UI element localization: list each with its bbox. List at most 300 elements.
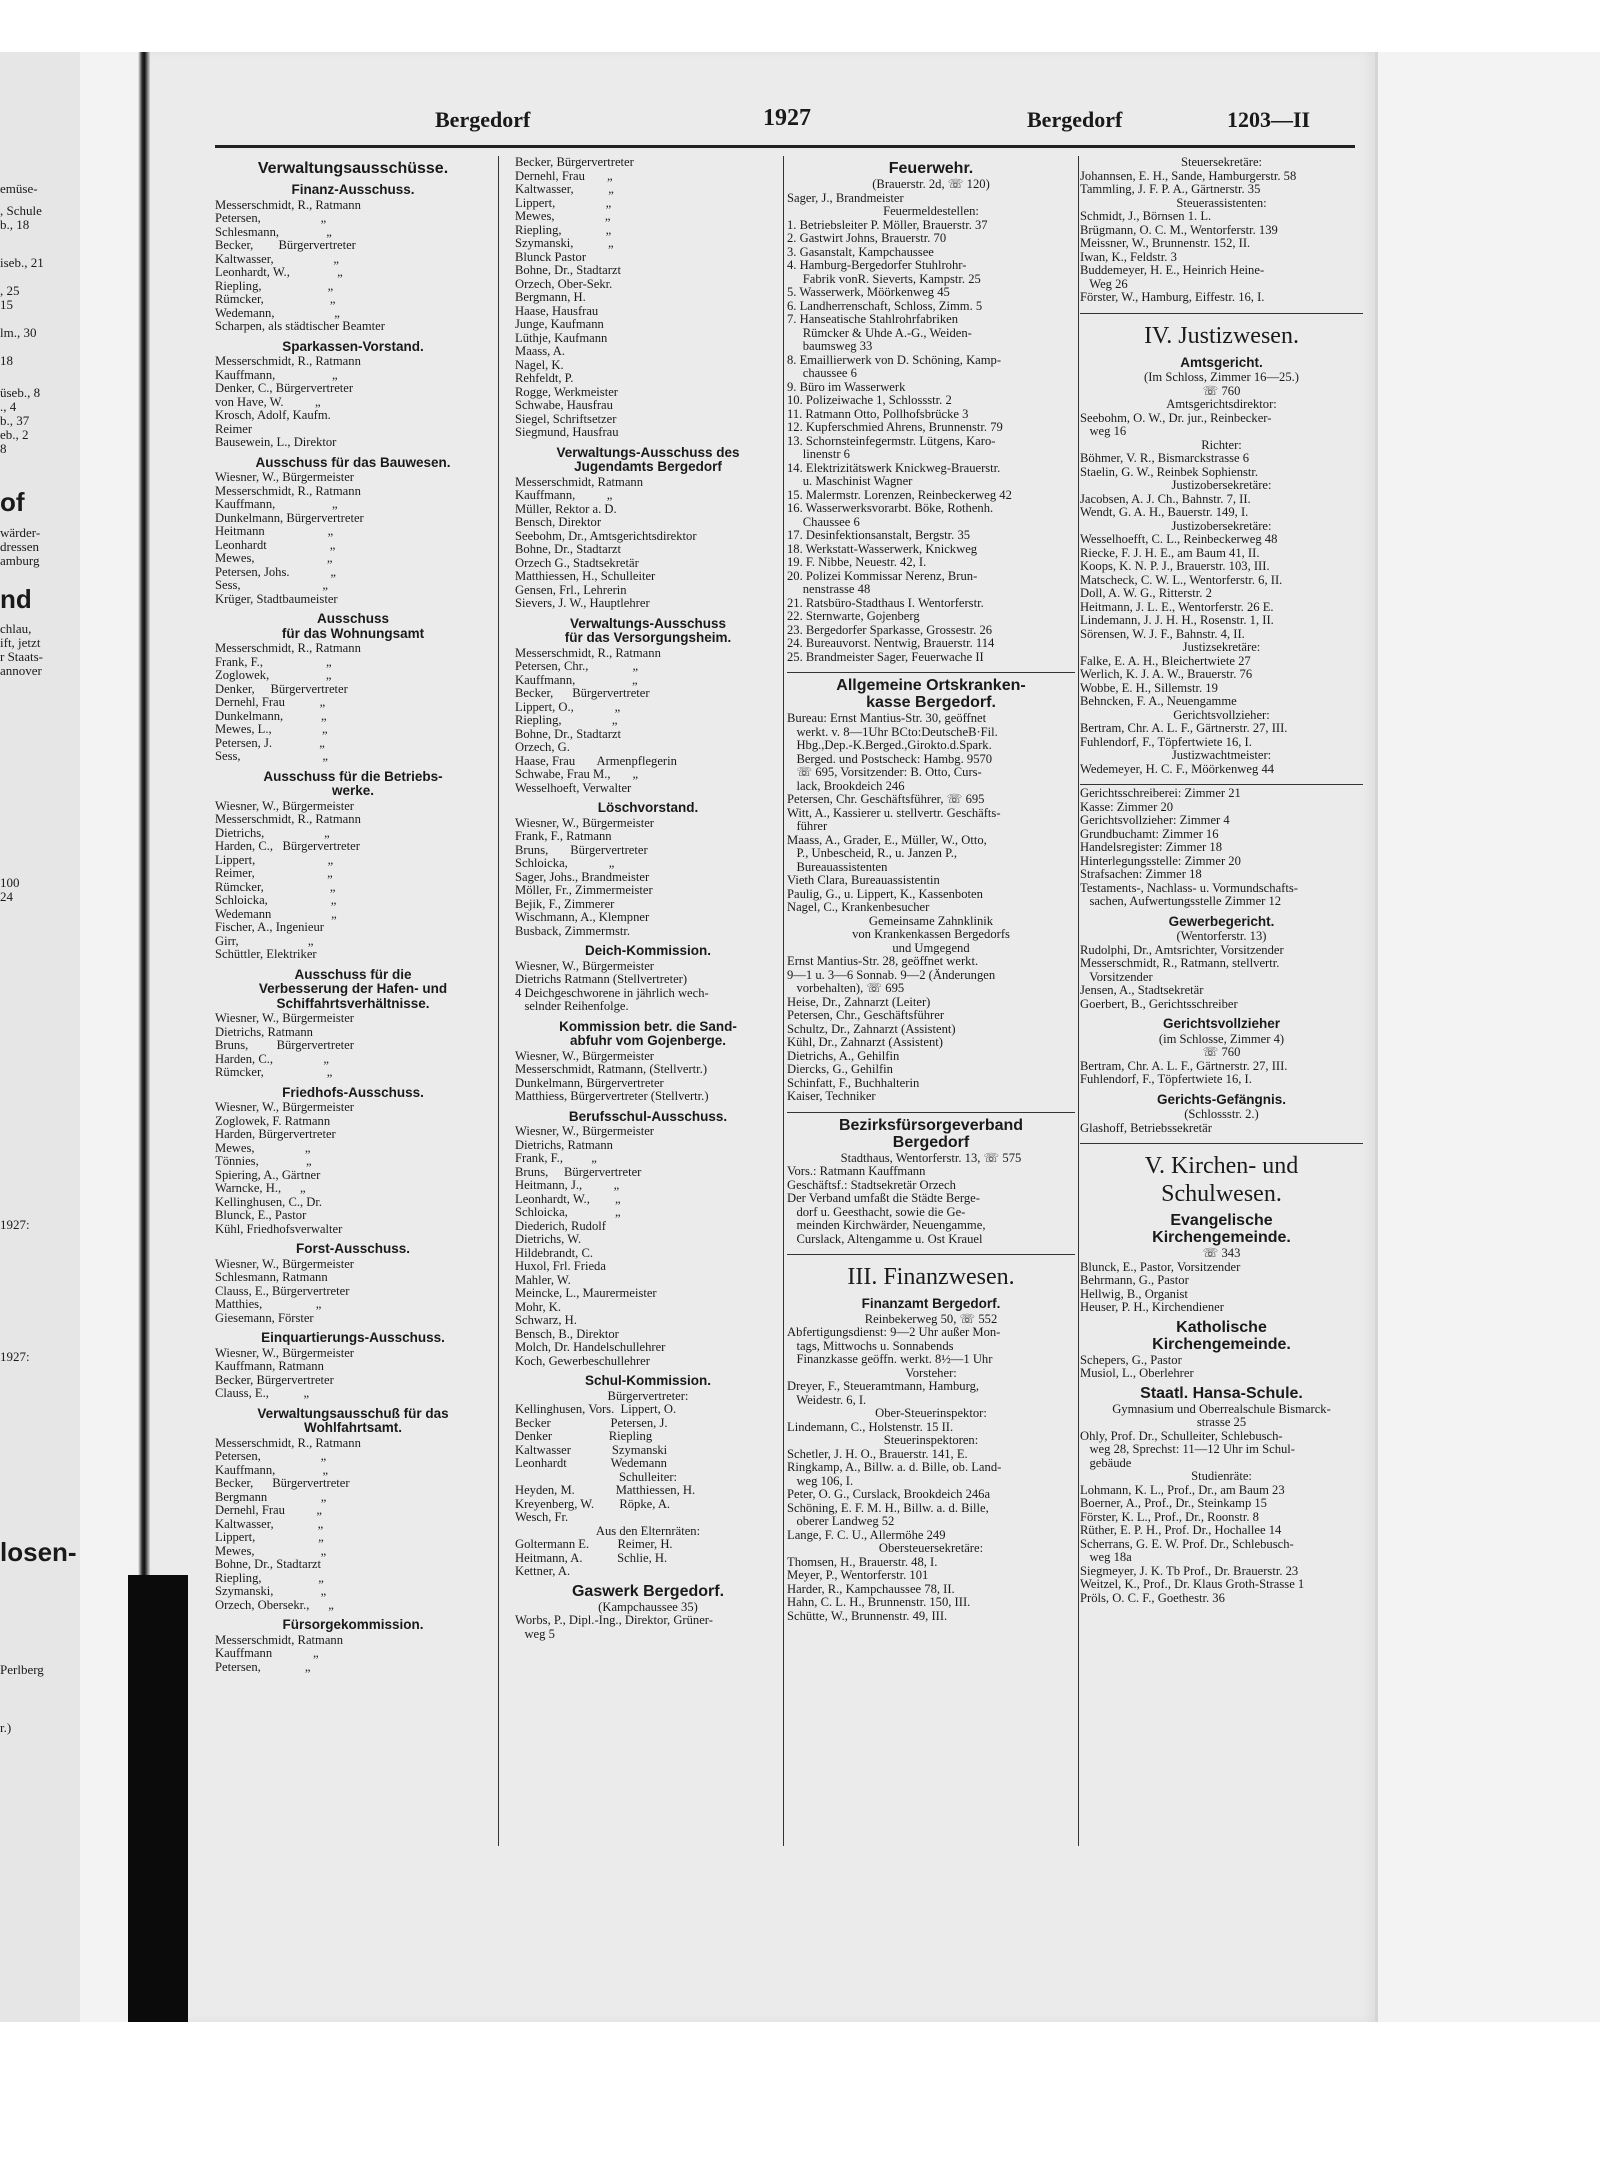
directory-entry: Bejik, F., Zimmerer xyxy=(515,896,615,911)
directory-entry: Maass, A., Grader, E., Müller, W., Otto, xyxy=(787,832,987,847)
directory-entry: Matscheck, C. W. L., Wentorferstr. 6, II. xyxy=(1080,572,1283,587)
column-3 xyxy=(787,156,1075,1623)
directory-entry: nenstrasse 48 xyxy=(787,582,871,596)
directory-entry: Peter, O. G., Curslack, Brookdeich 246a xyxy=(787,1487,991,1501)
facing-page-fragment: dressen xyxy=(0,539,39,554)
directory-entry: werkt. v. 8—1Uhr BCto:DeutscheB·Fil. xyxy=(787,724,998,739)
directory-entry: Mahler, W. xyxy=(515,1272,571,1287)
directory-entry: 9. Büro im Wasserwerk xyxy=(787,379,906,394)
directory-entry: Dunkelmann, „ xyxy=(215,708,327,723)
directory-entry: Handelsregister: Zimmer 18 xyxy=(1080,840,1222,854)
subheading: Studienräte: xyxy=(1191,1469,1252,1483)
directory-entry: Wedemann, „ xyxy=(215,305,340,320)
directory-entry: Mewes, „ xyxy=(215,1140,311,1155)
directory-entry: Koops, K. N. P. J., Brauerstr. 103, III. xyxy=(1080,559,1270,573)
directory-entry: Frank, F., „ xyxy=(515,1151,597,1165)
directory-entry: 1. Betriebsleiter P. Möller, Brauerstr. 37 xyxy=(787,217,988,232)
directory-entry: Kauffmann, Ratmann xyxy=(215,1359,324,1373)
subheading: (Wentorferstr. 13) xyxy=(1176,929,1267,943)
directory-entry: Nagel, K. xyxy=(515,357,564,372)
directory-entry: Petersen, Johs. „ xyxy=(215,564,337,579)
directory-entry: Sager, Johs., Brandmeister xyxy=(515,869,650,884)
directory-entry: Blunck, E., Pastor, Vorsitzender xyxy=(1080,1259,1241,1274)
subheading: Steuerassistenten: xyxy=(1176,195,1267,210)
directory-entry: Tammling, J. F. P. A., Gärtnerstr. 35 xyxy=(1080,182,1261,196)
directory-entry: Frank, F., „ xyxy=(215,654,332,669)
section-heading: Finanzamt Bergedorf. xyxy=(861,1296,1001,1311)
header-rule xyxy=(215,145,1355,148)
directory-entry: Siegel, Schriftsetzer xyxy=(515,411,617,426)
directory-entry: Mewes, „ xyxy=(215,1543,327,1558)
directory-entry: Warncke, H., „ xyxy=(215,1181,306,1195)
directory-entry: Dietrichs, Ratmann xyxy=(515,1137,613,1152)
directory-entry: Lange, F. C. U., Allermöhe 249 xyxy=(787,1527,946,1542)
directory-entry: Testaments-, Nachlass- u. Vormundschafts- xyxy=(1080,880,1298,895)
directory-entry: Schwabe, Frau M., „ xyxy=(515,767,639,781)
directory-entry: Berged. und Postscheck: Hambg. 9570 xyxy=(787,751,993,766)
directory-entry: Kauffmann, „ xyxy=(515,672,638,687)
directory-entry: Diederich, Rudolf xyxy=(515,1218,606,1233)
directory-entry: Lippert, „ xyxy=(215,1530,324,1544)
directory-entry: Dietrichs, W. xyxy=(515,1232,582,1246)
section-heading: Feuerwehr. xyxy=(888,160,974,177)
directory-entry: dorf u. Geesthacht, sowie die Ge- xyxy=(787,1204,966,1219)
directory-entry: Koch, Gewerbeschullehrer xyxy=(515,1353,650,1368)
directory-entry: Heitmann, J. L. E., Wentorferstr. 26 E. xyxy=(1080,599,1274,614)
directory-entry: Grundbuchamt: Zimmer 16 xyxy=(1080,826,1219,841)
facing-page-fragment: losen- xyxy=(0,1537,77,1567)
directory-entry: Weitzel, K., Prof., Dr. Klaus Groth-Strasse 1 xyxy=(1080,1577,1305,1591)
directory-entry: Tönnies, „ xyxy=(215,1154,312,1168)
directory-entry: Behrmann, G., Pastor xyxy=(1080,1273,1189,1287)
directory-entry: gebäude xyxy=(1080,1455,1132,1470)
subheading: Justizsekretäre: xyxy=(1182,640,1261,654)
directory-entry: Heyden, M. Matthiessen, H. xyxy=(515,1483,696,1497)
directory-entry: Seebohm, Dr., Amtsgerichtsdirektor xyxy=(515,528,697,543)
directory-entry: 21. Ratsbüro-Stadthaus I. Wentorferstr. xyxy=(787,595,984,610)
facing-page-fragment: of xyxy=(0,487,25,517)
page-header xyxy=(215,105,1350,145)
directory-entry: 23. Bergedorfer Sparkasse, Grossestr. 26 xyxy=(787,622,993,637)
section-rule xyxy=(1080,1143,1363,1144)
directory-entry: Petersen, „ xyxy=(215,1659,311,1674)
directory-entry: 13. Schornsteinfegermstr. Lütgens, Karo- xyxy=(787,433,996,448)
directory-entry: Messerschmidt, R., Ratmann xyxy=(515,645,661,660)
facing-page-fragment: lm., 30 xyxy=(0,325,37,340)
directory-entry: Petersen, „ xyxy=(215,211,327,225)
directory-entry: Schlesmann, „ xyxy=(215,224,332,239)
directory-entry: Haase, Hausfrau xyxy=(515,303,599,318)
subheading: Richter: xyxy=(1201,437,1242,452)
directory-entry: Doll, A. W. G., Ritterstr. 2 xyxy=(1080,586,1212,600)
directory-entry: Petersen, Chr., „ xyxy=(515,659,639,673)
directory-entry: Rüther, E. P. H., Prof. Dr., Hochallee 14 xyxy=(1080,1523,1282,1537)
header-page-number: 1203—II xyxy=(1227,107,1311,132)
column-4 xyxy=(1080,156,1363,1605)
directory-entry: Rümcker, „ xyxy=(215,879,336,894)
directory-entry: 18. Werkstatt-Wasserwerk, Knickweg xyxy=(787,541,978,556)
directory-entry: Dunkelmann, Bürgervertreter xyxy=(215,510,364,525)
directory-entry: 4 Deichgeschworene in jährlich wech- xyxy=(515,985,709,1000)
directory-entry: Hinterlegungsstelle: Zimmer 20 xyxy=(1080,853,1241,868)
directory-entry: Leonhardt „ xyxy=(215,537,336,552)
directory-entry: Ringkamp, A., Billw. a. d. Bille, ob. Land- xyxy=(787,1460,1002,1474)
directory-entry: Wiesner, W., Bürgermeister xyxy=(215,1011,355,1025)
directory-entry: Kaltwasser, „ xyxy=(215,1516,324,1531)
directory-entry: Harden, C., Bürgervertreter xyxy=(215,839,360,853)
directory-entry: weg 5 xyxy=(515,1626,555,1641)
directory-entry: Strafsachen: Zimmer 18 xyxy=(1080,867,1202,881)
directory-entry: Chaussee 6 xyxy=(787,514,860,529)
directory-entry: Gerichtsschreiberei: Zimmer 21 xyxy=(1080,786,1241,800)
directory-entry: Dietrichs Ratmann (Stellvertreter) xyxy=(515,972,688,986)
subheading: Steuerinspektoren: xyxy=(883,1433,979,1447)
directory-entry: Sievers, J. W., Hauptlehrer xyxy=(515,596,650,610)
subheading: Amtsgerichtsdirektor: xyxy=(1166,397,1277,411)
directory-entry: Fuhlendorf, F., Töpfertwiete 16, I. xyxy=(1080,734,1252,749)
directory-entry: Wiesner, W., Bürgermeister xyxy=(515,958,655,973)
subheading: (Schlossstr. 2.) xyxy=(1184,1107,1259,1121)
directory-entry: Kaltwasser Szymanski xyxy=(515,1442,668,1457)
directory-entry: Fuhlendorf, F., Töpfertwiete 16, I. xyxy=(1080,1072,1252,1086)
binding-shadow xyxy=(128,1575,188,2022)
directory-entry: Becker, Bürgervertreter xyxy=(215,1372,334,1387)
directory-entry: Denker, C., Bürgervertreter xyxy=(215,381,354,395)
subheading: Vorsteher: xyxy=(905,1365,957,1380)
directory-entry: Goltermann E. Reimer, H. xyxy=(515,1537,673,1551)
directory-entry: Jensen, A., Stadtsekretär xyxy=(1080,983,1204,997)
directory-entry: Schwarz, H. xyxy=(515,1313,577,1327)
directory-entry: Matthies, „ xyxy=(215,1297,322,1311)
directory-entry: Heuser, P. H., Kirchendiener xyxy=(1080,1300,1224,1314)
directory-entry: Böhmer, V. R., Bismarckstrasse 6 xyxy=(1080,451,1250,465)
section-heading: Gewerbegericht. xyxy=(1168,913,1275,929)
directory-entry: Gensen, Frl., Lehrerin xyxy=(515,582,627,597)
directory-entry: Blunck Pastor xyxy=(515,249,587,264)
directory-entry: Siegmeyer, J. K. Tb Prof., Dr. Brauerstr. 23 xyxy=(1080,1563,1299,1578)
directory-entry: Meissner, W., Brunnenstr. 152, II. xyxy=(1080,236,1251,250)
facing-page-fragment: 24 xyxy=(0,889,13,904)
directory-entry: Lohmann, K. L., Prof., Dr., am Baum 23 xyxy=(1080,1482,1285,1497)
directory-entry: 25. Brandmeister Sager, Feuerwache II xyxy=(787,649,984,664)
directory-entry: Rümcker, „ xyxy=(215,1065,333,1079)
directory-entry: Wiesner, W., Bürgermeister xyxy=(515,815,655,830)
directory-entry: 19. F. Nibbe, Neuestr. 42, I. xyxy=(787,555,927,569)
column-1 xyxy=(215,156,491,1674)
directory-entry: Wesselhoefft, C. L., Reinbeckerweg 48 xyxy=(1080,532,1278,546)
directory-entry: 20. Polizei Kommissar Nerenz, Brun- xyxy=(787,568,978,583)
directory-entry: Iwan, K., Feldstr. 3 xyxy=(1080,249,1177,264)
directory-entry: Denker, Bürgervertreter xyxy=(215,681,348,696)
directory-entry: Messerschmidt, Ratmann xyxy=(515,474,644,489)
section-rule xyxy=(787,672,1075,673)
header-left-title: Bergedorf xyxy=(435,107,531,132)
directory-entry: Dietrichs, A., Gehilfin xyxy=(787,1048,900,1063)
directory-entry: Dunkelmann, Bürgervertreter xyxy=(515,1075,664,1090)
directory-entry: linenstr 6 xyxy=(787,447,850,461)
directory-entry: meinden Kirchwärder, Neuengamme, xyxy=(787,1218,986,1232)
section-heading: Sparkassen-Vorstand. xyxy=(282,338,424,354)
subheading: (Im Schloss, Zimmer 16—25.) ☏ 760 xyxy=(1144,370,1299,398)
directory-entry: Hahn, C. L. H., Brunnenstr. 150, III. xyxy=(787,1595,971,1609)
header-right-title: Bergedorf xyxy=(1027,107,1123,132)
section-heading: Bezirksfürsorgeverband Bergedorf xyxy=(838,1116,1024,1151)
directory-entry: Bureauassistenten xyxy=(787,859,888,874)
directory-entry: Denker Riepling xyxy=(515,1429,653,1443)
subheading: Ober-Steuerinspektor: xyxy=(875,1406,987,1420)
directory-entry: Wiesner, W., Bürgermeister xyxy=(515,1124,655,1138)
directory-entry: Kreyenberg, W. Röpke, A. xyxy=(515,1496,671,1511)
facing-page-fragment: wärder- xyxy=(0,525,41,540)
section-heading: Allgemeine Ortskranken- kasse Bergedorf. xyxy=(836,677,1026,711)
directory-entry: Orzech, Obersekr., „ xyxy=(215,1597,334,1612)
directory-entry: von Have, W. „ xyxy=(215,394,321,409)
directory-entry: vorbehalten), ☏ 695 xyxy=(787,981,905,995)
section-heading: Gaswerk Bergedorf. xyxy=(571,1582,725,1600)
facing-page-fragment: r.) xyxy=(0,1720,12,1735)
directory-entry: Haase, Frau Armenpflegerin xyxy=(515,753,677,768)
section-heading: V. Kirchen- und Schulwesen. xyxy=(1144,1153,1299,1207)
facing-page-fragment: Perlberg xyxy=(0,1662,44,1677)
directory-entry: Heitmann „ xyxy=(215,524,334,538)
directory-entry: Clauss, E., „ xyxy=(215,1386,310,1400)
directory-entry: Bergmann, H. xyxy=(515,290,586,304)
directory-entry: Förster, W., Hamburg, Eiffestr. 16, I. xyxy=(1080,290,1265,304)
section-heading: Verwaltungsausschüsse. xyxy=(257,160,449,177)
directory-entry: Szymanski, „ xyxy=(215,1584,327,1598)
directory-entry: Harder, R., Kampchaussee 78, II. xyxy=(787,1581,955,1596)
directory-entry: Bertram, Chr. A. L. F., Gärtnerstr. 27, III. xyxy=(1080,1058,1288,1073)
directory-entry: Petersen, J. „ xyxy=(215,735,325,750)
directory-entry: Harden, Bürgervertreter xyxy=(215,1127,336,1141)
directory-entry: Siegmund, Hausfrau xyxy=(515,425,619,439)
section-heading: Forst-Ausschuss. xyxy=(295,1241,411,1256)
directory-entry: 9—1 u. 3—6 Sonnab. 9—2 (Änderungen xyxy=(787,967,996,982)
directory-entry: Schüttler, Elektriker xyxy=(215,947,317,961)
directory-entry: Wiesner, W., Bürgermeister xyxy=(515,1048,655,1063)
directory-entry: Wiesner, W., Bürgermeister xyxy=(215,470,355,484)
directory-entry: Orzech G., Stadtsekretär xyxy=(515,555,639,570)
directory-entry: Schloicka, „ xyxy=(215,893,337,907)
directory-entry: Maass, A. xyxy=(515,344,566,358)
directory-entry: Sörensen, W. J. F., Bahnstr. 4, II. xyxy=(1080,626,1245,641)
directory-entry: Kauffmann, „ xyxy=(215,1462,329,1477)
directory-entry: Becker, Bürgervertreter xyxy=(215,238,356,252)
facing-page-fragment: emüse- xyxy=(0,181,38,196)
facing-page-fragment: b., 18 xyxy=(0,217,30,232)
directory-entry: Girr, „ xyxy=(215,933,314,948)
directory-entry: Meincke, L., Maurermeister xyxy=(515,1286,657,1300)
directory-entry: Gerichtsvollzieher: Zimmer 4 xyxy=(1080,813,1230,827)
directory-entry: Riepling, „ xyxy=(215,278,334,293)
directory-entry: Messerschmidt, R., Ratmann xyxy=(215,197,361,212)
directory-entry: Kühl, Dr., Zahnarzt (Assistent) xyxy=(787,1035,943,1049)
directory-entry: Rogge, Werkmeister xyxy=(515,384,618,399)
directory-entry: Fabrik vonR. Sieverts, Kampstr. 25 xyxy=(787,271,981,286)
directory-entry: Orzech, G. xyxy=(515,740,570,754)
directory-entry: Petersen, Chr. Geschäftsführer, ☏ 695 xyxy=(787,792,985,806)
header-year: 1927 xyxy=(763,105,811,131)
directory-entry: Weg 26 xyxy=(1080,276,1128,291)
directory-entry: Johannsen, E. H., Sande, Hamburgerstr. 58 xyxy=(1080,168,1297,183)
directory-entry: Dietrichs, „ xyxy=(215,825,330,840)
facing-page-fragment: üseb., 8 xyxy=(0,385,41,400)
subheading: Gymnasium und Oberrealschule Bismarck- strasse 25 xyxy=(1112,1401,1331,1429)
directory-entry: Krüger, Stadtbaumeister xyxy=(215,591,338,606)
directory-entry: führer xyxy=(787,819,828,833)
directory-entry: Ohly, Prof. Dr., Schulleiter, Schlebusch- xyxy=(1080,1428,1283,1443)
directory-entry: 4. Hamburg-Bergedorfer Stuhlrohr- xyxy=(787,258,967,272)
directory-entry: Petersen, „ xyxy=(215,1449,327,1463)
scan-top-margin xyxy=(0,0,1600,52)
directory-entry: Matthiessen, H., Schulleiter xyxy=(515,569,656,583)
directory-entry: Wischmann, A., Klempner xyxy=(515,910,650,924)
facing-page-fragment: b., 37 xyxy=(0,413,30,428)
subheading: Justizobersekretäre: xyxy=(1171,518,1272,533)
directory-entry: 3. Gasanstalt, Kampchaussee xyxy=(787,244,934,259)
section-heading: Löschvorstand. xyxy=(597,800,699,815)
directory-entry: Schetler, J. H. O., Brauerstr. 141, E. xyxy=(787,1446,968,1461)
directory-entry: Schloicka, „ xyxy=(515,1205,621,1219)
directory-entry: Messerschmidt, R., Ratmann xyxy=(215,1435,361,1450)
scan-bottom-margin xyxy=(0,2022,1600,2177)
subheading: Reinbekerweg 50, ☏ 552 xyxy=(864,1311,998,1326)
directory-entry: Bureau: Ernst Mantius-Str. 30, geöffnet xyxy=(787,711,987,725)
directory-entry: Wedemeyer, H. C. F., Möörkenweg 44 xyxy=(1080,761,1275,776)
directory-entry: Geschäftsf.: Stadtsekretär Orzech xyxy=(787,1177,956,1192)
directory-entry: 22. Sternwarte, Gojenberg xyxy=(787,609,920,623)
directory-entry: Schmidt, J., Börnsen 1. L. xyxy=(1080,209,1212,223)
section-heading: Einquartierungs-Ausschuss. xyxy=(261,1330,445,1345)
directory-entry: Schütte, W., Brunnenstr. 49, III. xyxy=(787,1608,948,1623)
directory-entry: Werlich, K. J. A. W., Brauerstr. 76 xyxy=(1080,667,1253,681)
directory-entry: Dernehl, Frau „ xyxy=(515,168,613,183)
directory-entry: Kaltwasser, „ xyxy=(515,182,614,196)
facing-page-fragment: 18 xyxy=(0,353,13,368)
directory-entry: Schwabe, Hausfrau xyxy=(515,398,613,412)
subheading: Aus den Elternräten: xyxy=(595,1523,701,1538)
directory-entry: Szymanski, „ xyxy=(515,236,614,250)
directory-entry: weg 106, I. xyxy=(787,1473,854,1488)
section-heading: Berufsschul-Ausschuss. xyxy=(568,1108,728,1124)
directory-entry: Bruns, Bürgervertreter xyxy=(515,1164,642,1179)
directory-entry: ☏ 695, Vorsitzender: B. Otto, Curs- xyxy=(787,765,982,779)
directory-entry: Möller, Fr., Zimmermeister xyxy=(515,883,653,897)
directory-entry: Kellinghusen, C., Dr. xyxy=(215,1194,323,1209)
directory-entry: Scharpen, als städtischer Beamter xyxy=(215,319,385,333)
directory-entry: Bohne, Dr., Stadtarzt xyxy=(215,1557,321,1571)
subheading: Stadthaus, Wentorferstr. 13, ☏ 575 xyxy=(840,1150,1022,1165)
section-heading: Gerichts-Gefängnis. xyxy=(1156,1091,1287,1107)
directory-entry: Ernst Mantius-Str. 28, geöffnet werkt. xyxy=(787,954,979,968)
directory-entry: 5. Wasserwerk, Möörkenweg 45 xyxy=(787,285,950,299)
directory-entry: Boerner, A., Prof., Dr., Steinkamp 15 xyxy=(1080,1496,1267,1510)
facing-page-fragment: chlau, xyxy=(0,621,32,636)
directory-entry: Musiol, L., Oberlehrer xyxy=(1080,1366,1194,1380)
directory-entry: Reimer xyxy=(215,421,253,436)
directory-entry: Wedemann „ xyxy=(215,906,337,921)
directory-entry: Dreyer, F., Steueramtmann, Hamburg, xyxy=(787,1379,980,1393)
directory-entry: Bausewein, L., Direktor xyxy=(215,435,337,449)
directory-entry: Messerschmidt, Ratmann xyxy=(215,1632,344,1647)
directory-entry: Kaltwasser, „ xyxy=(215,251,340,266)
subheading: Obersteuersekretäre: xyxy=(878,1541,984,1555)
directory-entry: Heise, Dr., Zahnarzt (Leiter) xyxy=(787,994,931,1009)
directory-entry: Bohne, Dr., Stadtarzt xyxy=(515,263,621,277)
directory-entry: Lippert, O., „ xyxy=(515,699,621,714)
directory-entry: Riepling, „ xyxy=(215,1570,324,1585)
directory-entry: Kauffmann, „ xyxy=(215,497,338,511)
directory-entry: Pröls, O. C. F., Goethestr. 36 xyxy=(1080,1590,1225,1605)
directory-entry: chaussee 6 xyxy=(787,366,857,380)
directory-entry: Zoglowek, „ xyxy=(215,668,332,682)
section-heading: Staatl. Hansa-Schule. xyxy=(1140,1384,1303,1402)
section-heading: Evangelische Kirchengemeinde. xyxy=(1152,1212,1291,1246)
directory-entry: Lüthje, Kaufmann xyxy=(515,330,608,345)
directory-entry: Schloicka, „ xyxy=(515,856,615,870)
directory-entry: Bensch, B., Direktor xyxy=(515,1326,619,1341)
section-heading: Finanz-Ausschuss. xyxy=(291,182,415,197)
directory-entry: Vieth Clara, Bureauassistentin xyxy=(787,873,940,887)
adjacent-page-strip xyxy=(0,52,80,2022)
directory-entry: Jacobsen, A. J. Ch., Bahnstr. 7, II. xyxy=(1080,491,1251,506)
directory-entry: Wiesner, W., Bürgermeister xyxy=(215,1100,355,1114)
facing-page-fragment: 1927: xyxy=(0,1217,30,1232)
facing-page-fragment: amburg xyxy=(0,553,40,568)
subheading: Justizobersekretäre: xyxy=(1171,478,1272,492)
directory-entry: Bohne, Dr., Stadtarzt xyxy=(515,726,621,741)
section-rule xyxy=(787,1254,1075,1255)
directory-entry: Rehfeldt, P. xyxy=(515,371,574,385)
directory-entry: Wiesner, W., Bürgermeister xyxy=(215,798,355,813)
section-heading: Friedhofs-Ausschuss. xyxy=(282,1084,424,1100)
directory-entry: weg 28, Sprechst: 11—12 Uhr im Schul- xyxy=(1080,1442,1296,1456)
directory-entry: lack, Brookdeich 246 xyxy=(787,778,905,793)
directory-entry: 14. Elektrizitätswerk Knickweg-Brauerstr. xyxy=(787,460,1001,475)
facing-page-fragment: 100 xyxy=(0,875,20,890)
directory-entry: Sager, J., Brandmeister xyxy=(787,190,904,205)
directory-entry: Schinfatt, F., Buchhalterin xyxy=(787,1075,920,1090)
directory-entry: Riecke, F. J. H. E., am Baum 41, II. xyxy=(1080,545,1260,560)
subheading: Gemeinsame Zahnklinik von Krankenkassen Bergedorfs und Umgegend xyxy=(852,913,1010,955)
directory-entry: 8. Emaillierwerk von D. Schöning, Kamp- xyxy=(787,352,1002,367)
subheading: ☏ 343 xyxy=(1202,1246,1241,1260)
directory-entry: Messerschmidt, R., Ratmann xyxy=(215,641,361,655)
directory-entry: Riepling, „ xyxy=(515,222,612,237)
directory-entry: Bruns, Bürgervertreter xyxy=(215,1038,354,1052)
column-divider xyxy=(1078,156,1079,1846)
directory-entry: sachen, Aufwertungsstelle Zimmer 12 xyxy=(1080,894,1282,908)
column-2 xyxy=(515,156,781,1641)
facing-page-fragment: 8 xyxy=(0,441,7,456)
directory-entry: Hildebrandt, C. xyxy=(515,1245,593,1260)
facing-page-fragment: eb., 2 xyxy=(0,427,29,442)
directory-entry: Scherrans, G. E. W. Prof. Dr., Schlebusch- xyxy=(1080,1536,1294,1551)
subheading: Steuersekretäre: xyxy=(1180,155,1263,169)
directory-entry: Junge, Kaufmann xyxy=(515,317,604,331)
section-heading: Ausschuss für die Verbesserung der Hafen- und Schiffahrtsverhältnisse. xyxy=(258,966,448,1011)
directory-entry: Kettner, A. xyxy=(515,1564,571,1578)
directory-entry: Paulig, G., u. Lippert, K., Kassenboten xyxy=(787,886,983,901)
directory-entry: 17. Desinfektionsanstalt, Bergstr. 35 xyxy=(787,528,971,542)
subheading: (Brauerstr. 2d, ☏ 120) xyxy=(872,177,990,191)
directory-entry: Becker Petersen, J. xyxy=(515,1415,668,1430)
directory-entry: Clauss, E., Bürgervertreter xyxy=(215,1283,350,1298)
facing-page-fragment: , Schule xyxy=(0,203,42,218)
directory-entry: 7. Hanseatische Stahlrohrfabriken xyxy=(787,312,959,326)
section-heading: Kommission betr. die Sand- abfuhr vom Gojenberge. xyxy=(559,1018,737,1048)
directory-entry: 12. Kupferschmied Ahrens, Brunnenstr. 79 xyxy=(787,420,1003,434)
